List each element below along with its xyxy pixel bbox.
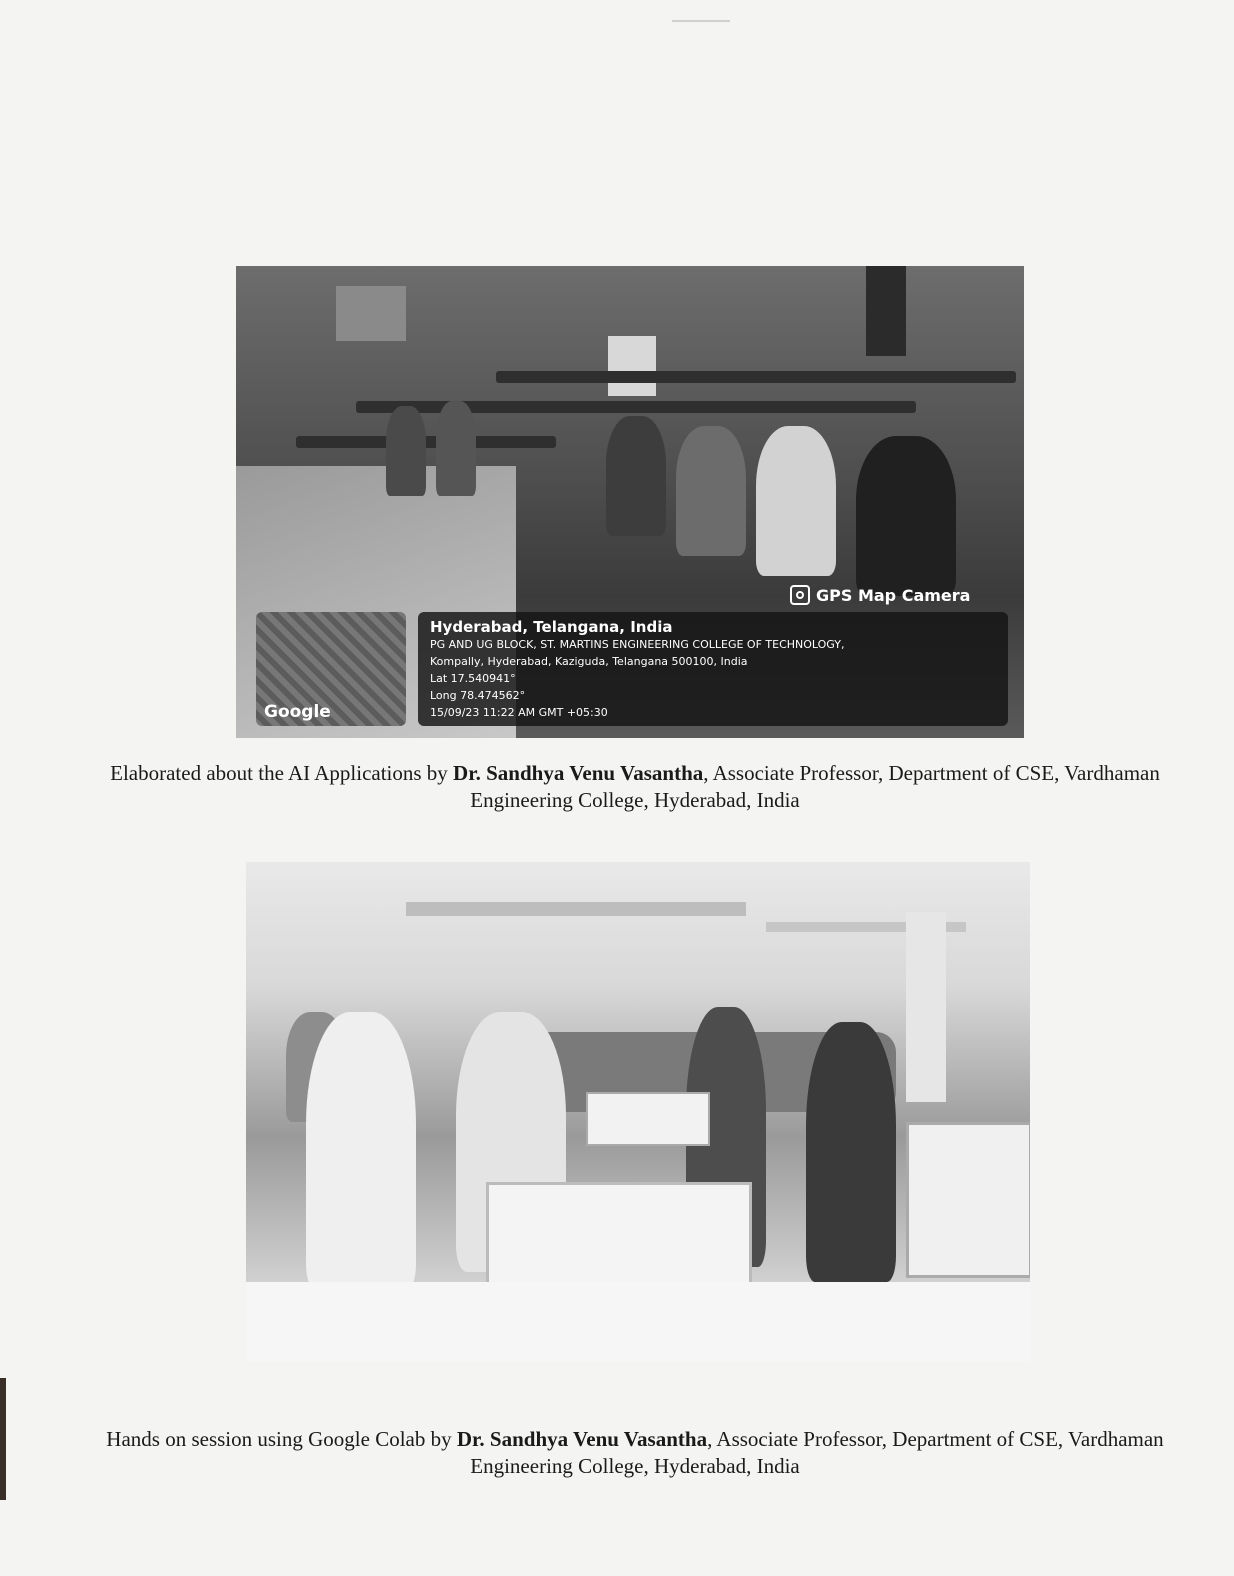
gps-info-panel (418, 612, 1008, 726)
caption-photo-1 (90, 760, 1180, 814)
gps-city: Hyderabad, Telangana, India (430, 618, 673, 636)
caption-1-text: Elaborated about the AI Applications by (110, 761, 454, 785)
gps-address-line1: PG AND UG BLOCK, ST. MARTINS ENGINEERING COLLEGE OF TECHNOLOGY, (430, 638, 845, 651)
photo-computer-lab (246, 862, 1030, 1362)
caption-2-speaker: Dr. Sandhya Venu Vasantha (456, 1427, 708, 1451)
caption-1-speaker: Dr. Sandhya Venu Vasantha (453, 761, 704, 785)
caption-1-affiliation: , Associate Professor, Department of CSE, Vardhaman Engineering College, Hyderabad, India (470, 761, 1160, 812)
camera-icon (790, 585, 810, 605)
scan-artifact (672, 20, 730, 22)
gps-longitude: Long 78.474562° (430, 689, 526, 702)
caption-photo-2 (90, 1426, 1180, 1480)
satellite-map-thumbnail (256, 612, 406, 726)
gps-latitude: Lat 17.540941° (430, 672, 516, 685)
gps-datetime: 15/09/23 11:22 AM GMT +05:30 (430, 706, 608, 719)
google-logo: Google (264, 702, 331, 722)
photo-auditorium (236, 266, 1024, 738)
scan-edge (0, 1378, 6, 1500)
caption-2-text: Hands on session using Google Colab by (106, 1427, 457, 1451)
gps-map-camera-badge (790, 582, 970, 608)
caption-2-affiliation: , Associate Professor, Department of CSE, Vardhaman Engineering College, Hyderabad, India (470, 1427, 1164, 1478)
gps-badge-label: GPS Map Camera (816, 585, 971, 605)
gps-address-line2: Kompally, Hyderabad, Kaziguda, Telangana 500100, India (430, 655, 748, 668)
